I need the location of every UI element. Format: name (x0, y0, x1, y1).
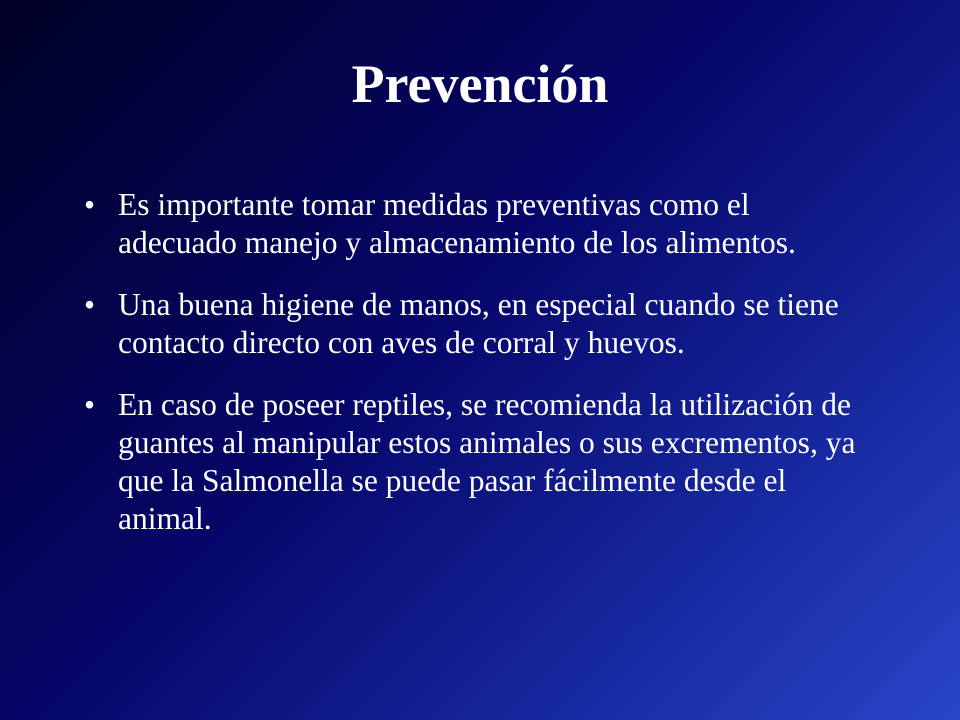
bullet-icon: • (84, 187, 96, 222)
bullet-text: Es importante tomar medidas preventivas como el adecuado manejo y almacenamiento de los alimentos. (118, 187, 796, 260)
bullet-item (84, 186, 874, 262)
bullet-icon: • (84, 387, 96, 422)
bullet-item (84, 286, 874, 362)
bullet-item (84, 386, 874, 538)
bullet-icon: • (84, 287, 96, 322)
slide-title: Prevención (351, 54, 609, 114)
bullet-text: En caso de poseer reptiles, se recomienda la utilización de guantes al manipular estos animales o sus excrementos, ya que la Salmonella se puede pasar fácilmente desde el animal. (118, 387, 856, 536)
bullet-text: Una buena higiene de manos, en especial cuando se tiene contacto directo con aves de corral y huevos. (118, 287, 839, 360)
bullet-list (84, 186, 874, 562)
